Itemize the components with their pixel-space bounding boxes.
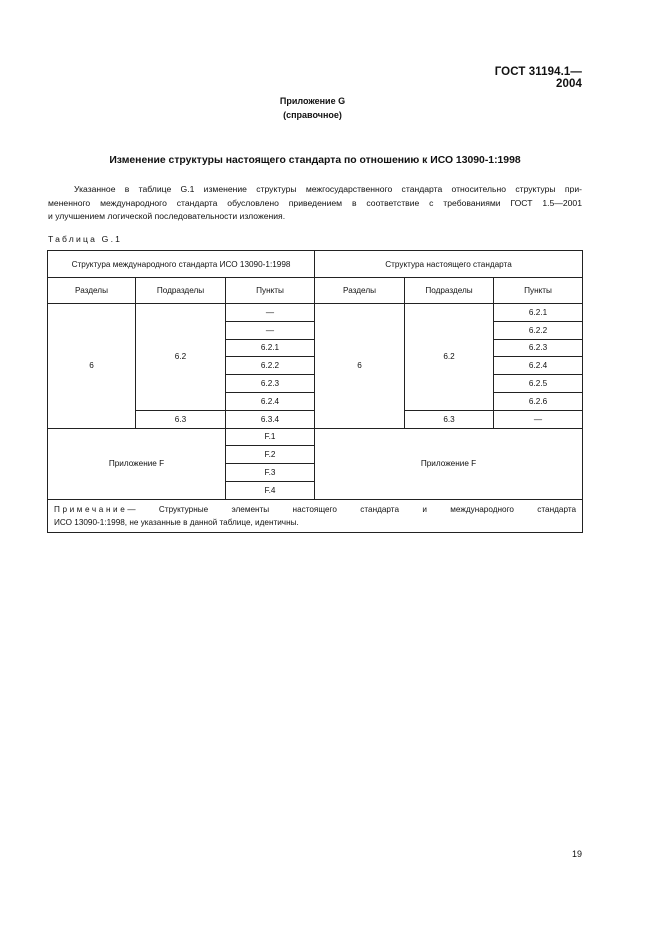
right-item-cell: 6.2.6: [494, 392, 583, 410]
page-number: 19: [571, 849, 582, 859]
right-item-cell: —: [494, 410, 583, 428]
right-section-cell: 6: [315, 304, 405, 429]
left-item-cell: 6.2.1: [226, 339, 315, 357]
paragraph-line: и улучшением логической последовательности изложения.: [48, 211, 286, 222]
right-item-cell: 6.2.1: [494, 304, 583, 322]
right-structure-header: Структура настоящего стандарта: [315, 251, 583, 278]
appendix-subtitle: (справочное): [283, 110, 342, 120]
left-item-cell: 6.3.4: [226, 410, 315, 428]
left-section-cell: 6: [48, 304, 136, 429]
left-subsection-cell: 6.2: [136, 304, 226, 411]
document-code: ГОСТ 31194.1—2004: [494, 66, 582, 90]
right-item-cell: 6.2.4: [494, 357, 583, 375]
left-annex-item-cell: F.3: [226, 464, 315, 482]
right-subsection-cell: 6.3: [405, 410, 494, 428]
left-annex-item-cell: F.1: [226, 428, 315, 446]
note-line: [54, 503, 576, 516]
right-annex-cell: Приложение F: [315, 428, 583, 499]
right-item-cell: 6.2.3: [494, 339, 583, 357]
left-structure-header: Структура международного стандарта ИСО 13090-1:1998: [48, 251, 315, 278]
left-item-cell: 6.2.2: [226, 357, 315, 375]
left-annex-item-cell: F.2: [226, 446, 315, 464]
column-header-items: Пункты: [494, 278, 583, 304]
left-subsection-cell: 6.3: [136, 410, 226, 428]
structure-comparison-table: [47, 250, 583, 533]
table-caption: Таблица G.1: [48, 234, 123, 244]
left-item-cell: 6.2.3: [226, 375, 315, 393]
note-lead: Примечание: [54, 504, 128, 514]
right-item-cell: 6.2.2: [494, 321, 583, 339]
section-heading: Изменение структуры настоящего стандарта по отношению к ИСО 13090-1:1998: [109, 155, 521, 166]
paragraph-line: Указанное в таблице G.1 изменение структуры межгосударственного стандарта относительно структуры при-: [74, 184, 582, 194]
note-line: ИСО 13090-1:1998, не указанные в данной таблице, идентичны.: [54, 517, 299, 527]
intro-paragraph: [48, 183, 582, 224]
left-item-cell: 6.2.4: [226, 392, 315, 410]
column-header-subsections: Подразделы: [405, 278, 494, 304]
column-header-sections: Разделы: [315, 278, 405, 304]
left-annex-cell: Приложение F: [48, 428, 226, 499]
left-item-cell: —: [226, 304, 315, 322]
column-header-sections: Разделы: [48, 278, 136, 304]
right-item-cell: 6.2.5: [494, 375, 583, 393]
right-subsection-cell: 6.2: [405, 304, 494, 411]
column-header-subsections: Подразделы: [136, 278, 226, 304]
appendix-label: [0, 94, 661, 122]
column-header-items: Пункты: [226, 278, 315, 304]
paragraph-line: мененного международного стандарта обусловлено приведением в соответствие с требованиями ГОСТ 1.5—2001: [48, 197, 582, 208]
note-text: — Структурные элементы настоящего стандарта и международного стандарта: [127, 504, 577, 514]
appendix-title: Приложение G: [279, 96, 346, 106]
left-annex-item-cell: F.4: [226, 481, 315, 499]
table-note: [48, 499, 583, 532]
left-item-cell: —: [226, 321, 315, 339]
